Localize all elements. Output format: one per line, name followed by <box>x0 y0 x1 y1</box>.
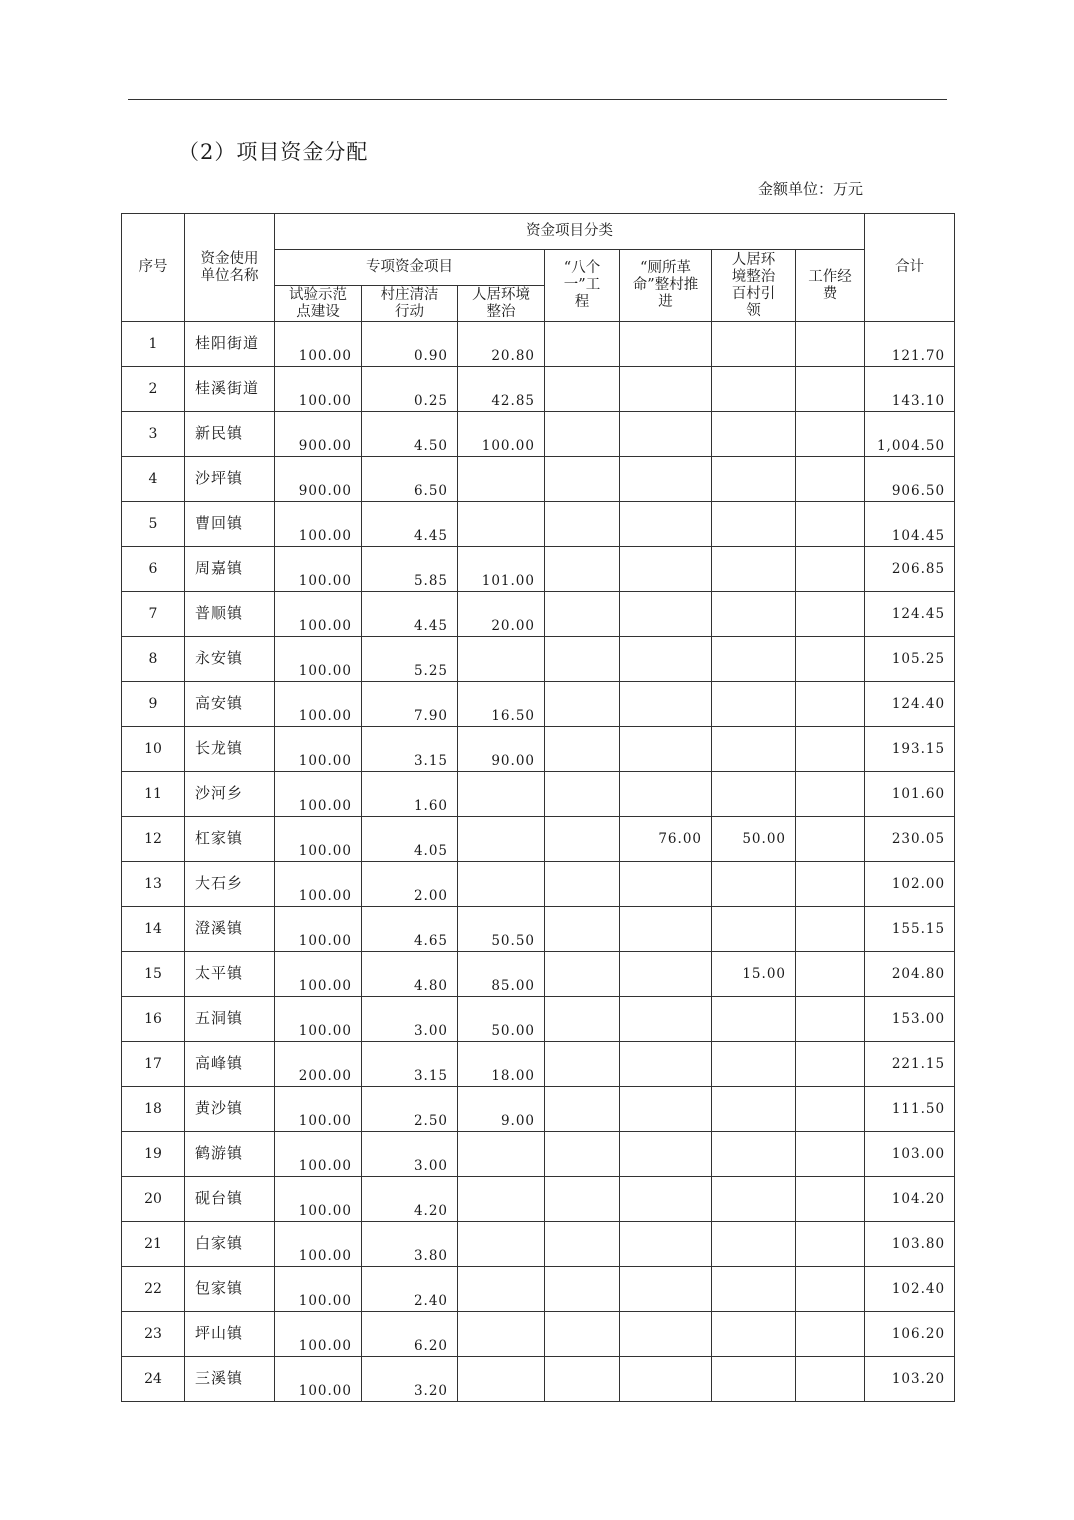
cell-unit-name: 澄溪镇 <box>185 905 275 950</box>
cell-total: 155.15 <box>865 907 955 952</box>
cell-environment <box>458 1177 545 1222</box>
cell-environment <box>458 457 545 502</box>
cell-eight-one <box>545 457 620 502</box>
cell-unit-name: 杠家镇 <box>185 815 275 860</box>
cell-work-funds <box>796 322 865 367</box>
cell-total: 143.10 <box>865 367 955 412</box>
table-row <box>122 322 955 367</box>
cell-work-funds <box>796 772 865 817</box>
cell-index: 20 <box>122 1177 185 1222</box>
cell-total: 193.15 <box>865 727 955 772</box>
table-row <box>122 1357 955 1402</box>
cell-eight-one <box>545 1042 620 1087</box>
cell-work-funds <box>796 997 865 1042</box>
cell-hundred-village <box>712 1087 796 1132</box>
cell-index: 5 <box>122 502 185 547</box>
cell-hundred-village <box>712 727 796 772</box>
cell-toilet <box>620 1222 712 1267</box>
cell-demo: 100.00 <box>275 1132 362 1177</box>
cell-work-funds <box>796 1357 865 1402</box>
cell-eight-one <box>545 637 620 682</box>
cell-unit-name: 桂溪街道 <box>185 365 275 410</box>
cell-eight-one <box>545 682 620 727</box>
cell-toilet <box>620 547 712 592</box>
cell-total: 1,004.50 <box>865 412 955 457</box>
cell-eight-one <box>545 1177 620 1222</box>
cell-eight-one <box>545 592 620 637</box>
cell-unit-name: 永安镇 <box>185 635 275 680</box>
cell-unit-name: 三溪镇 <box>185 1355 275 1400</box>
cell-toilet <box>620 592 712 637</box>
cell-toilet <box>620 952 712 997</box>
cell-environment: 50.00 <box>458 997 545 1042</box>
cell-eight-one <box>545 547 620 592</box>
cell-demo: 100.00 <box>275 367 362 412</box>
cell-toilet <box>620 1312 712 1357</box>
cell-demo: 100.00 <box>275 1177 362 1222</box>
cell-eight-one <box>545 817 620 862</box>
cell-index: 24 <box>122 1357 185 1402</box>
cell-eight-one <box>545 502 620 547</box>
table-row <box>122 367 955 412</box>
cell-hundred-village <box>712 1267 796 1312</box>
cell-environment: 100.00 <box>458 412 545 457</box>
col-header-demo: 试验示范点建设 <box>275 286 362 322</box>
table-row <box>122 592 955 637</box>
cell-environment <box>458 862 545 907</box>
cell-total: 103.20 <box>865 1357 955 1402</box>
cell-total: 124.45 <box>865 592 955 637</box>
cell-hundred-village: 50.00 <box>712 817 796 862</box>
cell-demo: 100.00 <box>275 682 362 727</box>
cell-toilet <box>620 772 712 817</box>
cell-hundred-village <box>712 502 796 547</box>
cell-environment: 50.50 <box>458 907 545 952</box>
cell-unit-name: 白家镇 <box>185 1220 275 1265</box>
cell-hundred-village <box>712 1177 796 1222</box>
cell-demo: 100.00 <box>275 1222 362 1267</box>
cell-unit-name: 黄沙镇 <box>185 1085 275 1130</box>
cell-environment <box>458 1267 545 1312</box>
cell-unit-name: 桂阳街道 <box>185 320 275 365</box>
col-header-toilet: “厕所革命”整村推进 <box>620 250 712 322</box>
col-header-index: 序号 <box>122 214 185 322</box>
cell-work-funds <box>796 952 865 997</box>
cell-demo: 100.00 <box>275 772 362 817</box>
section-title: （2）项目资金分配 <box>178 140 369 164</box>
cell-cleaning: 5.85 <box>362 547 458 592</box>
cell-demo: 100.00 <box>275 727 362 772</box>
cell-environment: 85.00 <box>458 952 545 997</box>
cell-cleaning: 3.15 <box>362 727 458 772</box>
cell-index: 12 <box>122 817 185 862</box>
cell-hundred-village: 15.00 <box>712 952 796 997</box>
cell-demo: 100.00 <box>275 547 362 592</box>
cell-eight-one <box>545 997 620 1042</box>
cell-unit-name: 大石乡 <box>185 860 275 905</box>
cell-hundred-village <box>712 1312 796 1357</box>
col-header-special-group: 专项资金项目 <box>275 250 545 286</box>
cell-toilet <box>620 727 712 772</box>
cell-eight-one <box>545 952 620 997</box>
cell-total: 101.60 <box>865 772 955 817</box>
cell-hundred-village <box>712 997 796 1042</box>
cell-hundred-village <box>712 772 796 817</box>
table-row <box>122 727 955 772</box>
cell-toilet <box>620 1087 712 1132</box>
cell-cleaning: 4.20 <box>362 1177 458 1222</box>
cell-toilet <box>620 862 712 907</box>
cell-hundred-village <box>712 322 796 367</box>
cell-total: 104.20 <box>865 1177 955 1222</box>
cell-unit-name: 坪山镇 <box>185 1310 275 1355</box>
col-header-hundred-village: 人居环境整治百村引领 <box>712 250 796 322</box>
cell-total: 106.20 <box>865 1312 955 1357</box>
table-row <box>122 1312 955 1357</box>
cell-demo: 100.00 <box>275 592 362 637</box>
cell-work-funds <box>796 862 865 907</box>
table-row <box>122 502 955 547</box>
cell-toilet <box>620 637 712 682</box>
cell-hundred-village <box>712 547 796 592</box>
cell-demo: 900.00 <box>275 412 362 457</box>
cell-environment <box>458 817 545 862</box>
cell-hundred-village <box>712 1222 796 1267</box>
cell-work-funds <box>796 727 865 772</box>
cell-eight-one <box>545 1267 620 1312</box>
cell-demo: 900.00 <box>275 457 362 502</box>
cell-work-funds <box>796 547 865 592</box>
cell-index: 18 <box>122 1087 185 1132</box>
cell-toilet <box>620 1042 712 1087</box>
cell-toilet <box>620 367 712 412</box>
cell-environment: 9.00 <box>458 1087 545 1132</box>
cell-eight-one <box>545 1312 620 1357</box>
cell-work-funds <box>796 907 865 952</box>
cell-index: 4 <box>122 457 185 502</box>
cell-unit-name: 鹤游镇 <box>185 1130 275 1175</box>
cell-toilet <box>620 1267 712 1312</box>
table-row <box>122 952 955 997</box>
cell-index: 7 <box>122 592 185 637</box>
cell-total: 153.00 <box>865 997 955 1042</box>
table-row <box>122 682 955 727</box>
cell-index: 19 <box>122 1132 185 1177</box>
cell-eight-one <box>545 907 620 952</box>
cell-toilet <box>620 457 712 502</box>
cell-index: 21 <box>122 1222 185 1267</box>
cell-toilet <box>620 682 712 727</box>
cell-index: 14 <box>122 907 185 952</box>
cell-environment: 16.50 <box>458 682 545 727</box>
cell-hundred-village <box>712 1042 796 1087</box>
cell-work-funds <box>796 367 865 412</box>
cell-demo: 100.00 <box>275 952 362 997</box>
cell-work-funds <box>796 1177 865 1222</box>
cell-index: 10 <box>122 727 185 772</box>
cell-work-funds <box>796 1132 865 1177</box>
cell-demo: 100.00 <box>275 1357 362 1402</box>
cell-total: 102.40 <box>865 1267 955 1312</box>
cell-index: 17 <box>122 1042 185 1087</box>
cell-index: 16 <box>122 997 185 1042</box>
table-row <box>122 907 955 952</box>
cell-toilet <box>620 1177 712 1222</box>
cell-unit-name: 砚台镇 <box>185 1175 275 1220</box>
cell-cleaning: 0.90 <box>362 322 458 367</box>
cell-eight-one <box>545 772 620 817</box>
col-header-work-funds: 工作经费 <box>796 250 865 322</box>
cell-eight-one <box>545 1087 620 1132</box>
cell-toilet <box>620 907 712 952</box>
cell-work-funds <box>796 457 865 502</box>
cell-demo: 100.00 <box>275 1267 362 1312</box>
table-row <box>122 997 955 1042</box>
col-header-total: 合计 <box>865 214 955 322</box>
table-row <box>122 1042 955 1087</box>
cell-unit-name: 长龙镇 <box>185 725 275 770</box>
table-row <box>122 772 955 817</box>
cell-total: 102.00 <box>865 862 955 907</box>
cell-unit-name: 周嘉镇 <box>185 545 275 590</box>
cell-total: 221.15 <box>865 1042 955 1087</box>
cell-total: 206.85 <box>865 547 955 592</box>
col-header-unit-name: 资金使用单位名称 <box>185 214 275 322</box>
col-header-cleaning: 村庄清洁行动 <box>362 286 458 322</box>
cell-hundred-village <box>712 457 796 502</box>
cell-toilet <box>620 1132 712 1177</box>
cell-environment: 101.00 <box>458 547 545 592</box>
cell-cleaning: 6.50 <box>362 457 458 502</box>
cell-unit-name: 沙河乡 <box>185 770 275 815</box>
cell-work-funds <box>796 1312 865 1357</box>
cell-total: 124.40 <box>865 682 955 727</box>
cell-eight-one <box>545 862 620 907</box>
cell-index: 13 <box>122 862 185 907</box>
table-row <box>122 1087 955 1132</box>
cell-toilet: 76.00 <box>620 817 712 862</box>
cell-total: 230.05 <box>865 817 955 862</box>
cell-environment <box>458 772 545 817</box>
cell-work-funds <box>796 1087 865 1132</box>
cell-work-funds <box>796 1267 865 1312</box>
cell-cleaning: 3.15 <box>362 1042 458 1087</box>
cell-unit-name: 高峰镇 <box>185 1040 275 1085</box>
cell-total: 204.80 <box>865 952 955 997</box>
cell-unit-name: 高安镇 <box>185 680 275 725</box>
table-row <box>122 547 955 592</box>
cell-demo: 100.00 <box>275 862 362 907</box>
cell-environment: 18.00 <box>458 1042 545 1087</box>
table-row <box>122 1267 955 1312</box>
cell-index: 8 <box>122 637 185 682</box>
cell-cleaning: 4.65 <box>362 907 458 952</box>
cell-demo: 100.00 <box>275 322 362 367</box>
cell-cleaning: 3.20 <box>362 1357 458 1402</box>
cell-index: 23 <box>122 1312 185 1357</box>
table-row <box>122 1222 955 1267</box>
cell-demo: 100.00 <box>275 997 362 1042</box>
cell-total: 103.00 <box>865 1132 955 1177</box>
table-row <box>122 817 955 862</box>
cell-total: 103.80 <box>865 1222 955 1267</box>
cell-toilet <box>620 322 712 367</box>
cell-cleaning: 4.80 <box>362 952 458 997</box>
cell-unit-name: 包家镇 <box>185 1265 275 1310</box>
cell-cleaning: 3.80 <box>362 1222 458 1267</box>
cell-index: 22 <box>122 1267 185 1312</box>
cell-index: 9 <box>122 682 185 727</box>
cell-eight-one <box>545 1357 620 1402</box>
cell-cleaning: 0.25 <box>362 367 458 412</box>
cell-hundred-village <box>712 1132 796 1177</box>
cell-index: 1 <box>122 322 185 367</box>
cell-environment: 90.00 <box>458 727 545 772</box>
cell-toilet <box>620 502 712 547</box>
table-row <box>122 1177 955 1222</box>
cell-cleaning: 4.45 <box>362 502 458 547</box>
cell-eight-one <box>545 1132 620 1177</box>
cell-hundred-village <box>712 592 796 637</box>
cell-cleaning: 3.00 <box>362 1132 458 1177</box>
cell-environment <box>458 1357 545 1402</box>
cell-hundred-village <box>712 907 796 952</box>
cell-toilet <box>620 412 712 457</box>
cell-cleaning: 5.25 <box>362 637 458 682</box>
cell-unit-name: 新民镇 <box>185 410 275 455</box>
table-row <box>122 1132 955 1177</box>
col-header-category-group: 资金项目分类 <box>275 214 865 250</box>
cell-hundred-village <box>712 412 796 457</box>
cell-toilet <box>620 1357 712 1402</box>
header-rule <box>128 99 947 100</box>
cell-index: 15 <box>122 952 185 997</box>
cell-eight-one <box>545 412 620 457</box>
cell-demo: 100.00 <box>275 637 362 682</box>
cell-demo: 100.00 <box>275 502 362 547</box>
cell-environment <box>458 1132 545 1177</box>
table-row <box>122 862 955 907</box>
unit-note: 金额单位：万元 <box>758 180 864 198</box>
cell-total: 104.45 <box>865 502 955 547</box>
cell-work-funds <box>796 637 865 682</box>
cell-cleaning: 1.60 <box>362 772 458 817</box>
cell-demo: 100.00 <box>275 1087 362 1132</box>
cell-environment: 20.80 <box>458 322 545 367</box>
cell-cleaning: 4.45 <box>362 592 458 637</box>
cell-index: 3 <box>122 412 185 457</box>
cell-cleaning: 4.05 <box>362 817 458 862</box>
cell-cleaning: 3.00 <box>362 997 458 1042</box>
cell-cleaning: 2.50 <box>362 1087 458 1132</box>
cell-hundred-village <box>712 1357 796 1402</box>
cell-total: 111.50 <box>865 1087 955 1132</box>
cell-demo: 100.00 <box>275 817 362 862</box>
fund-allocation-table <box>121 213 955 1402</box>
cell-environment: 42.85 <box>458 367 545 412</box>
cell-index: 11 <box>122 772 185 817</box>
cell-hundred-village <box>712 682 796 727</box>
cell-cleaning: 6.20 <box>362 1312 458 1357</box>
cell-environment <box>458 502 545 547</box>
col-header-environment: 人居环境整治 <box>458 286 545 322</box>
cell-hundred-village <box>712 862 796 907</box>
cell-environment <box>458 1312 545 1357</box>
cell-eight-one <box>545 322 620 367</box>
cell-work-funds <box>796 502 865 547</box>
cell-environment <box>458 1222 545 1267</box>
cell-unit-name: 太平镇 <box>185 950 275 995</box>
cell-work-funds <box>796 1222 865 1267</box>
cell-cleaning: 2.40 <box>362 1267 458 1312</box>
cell-unit-name: 五洞镇 <box>185 995 275 1040</box>
cell-hundred-village <box>712 637 796 682</box>
cell-environment <box>458 637 545 682</box>
cell-eight-one <box>545 1222 620 1267</box>
cell-demo: 100.00 <box>275 1312 362 1357</box>
cell-toilet <box>620 997 712 1042</box>
cell-index: 2 <box>122 367 185 412</box>
cell-cleaning: 4.50 <box>362 412 458 457</box>
cell-eight-one <box>545 367 620 412</box>
cell-cleaning: 2.00 <box>362 862 458 907</box>
table-row <box>122 637 955 682</box>
cell-index: 6 <box>122 547 185 592</box>
col-header-eight-one: “八个一”工程 <box>545 250 620 322</box>
cell-unit-name: 沙坪镇 <box>185 455 275 500</box>
cell-total: 906.50 <box>865 457 955 502</box>
cell-hundred-village <box>712 367 796 412</box>
cell-environment: 20.00 <box>458 592 545 637</box>
cell-unit-name: 普顺镇 <box>185 590 275 635</box>
cell-demo: 100.00 <box>275 907 362 952</box>
cell-eight-one <box>545 727 620 772</box>
cell-work-funds <box>796 592 865 637</box>
table-row <box>122 457 955 502</box>
cell-total: 105.25 <box>865 637 955 682</box>
cell-unit-name: 曹回镇 <box>185 500 275 545</box>
cell-cleaning: 7.90 <box>362 682 458 727</box>
table-row <box>122 412 955 457</box>
cell-work-funds <box>796 682 865 727</box>
cell-work-funds <box>796 412 865 457</box>
cell-work-funds <box>796 817 865 862</box>
cell-total: 121.70 <box>865 322 955 367</box>
cell-work-funds <box>796 1042 865 1087</box>
cell-demo: 200.00 <box>275 1042 362 1087</box>
